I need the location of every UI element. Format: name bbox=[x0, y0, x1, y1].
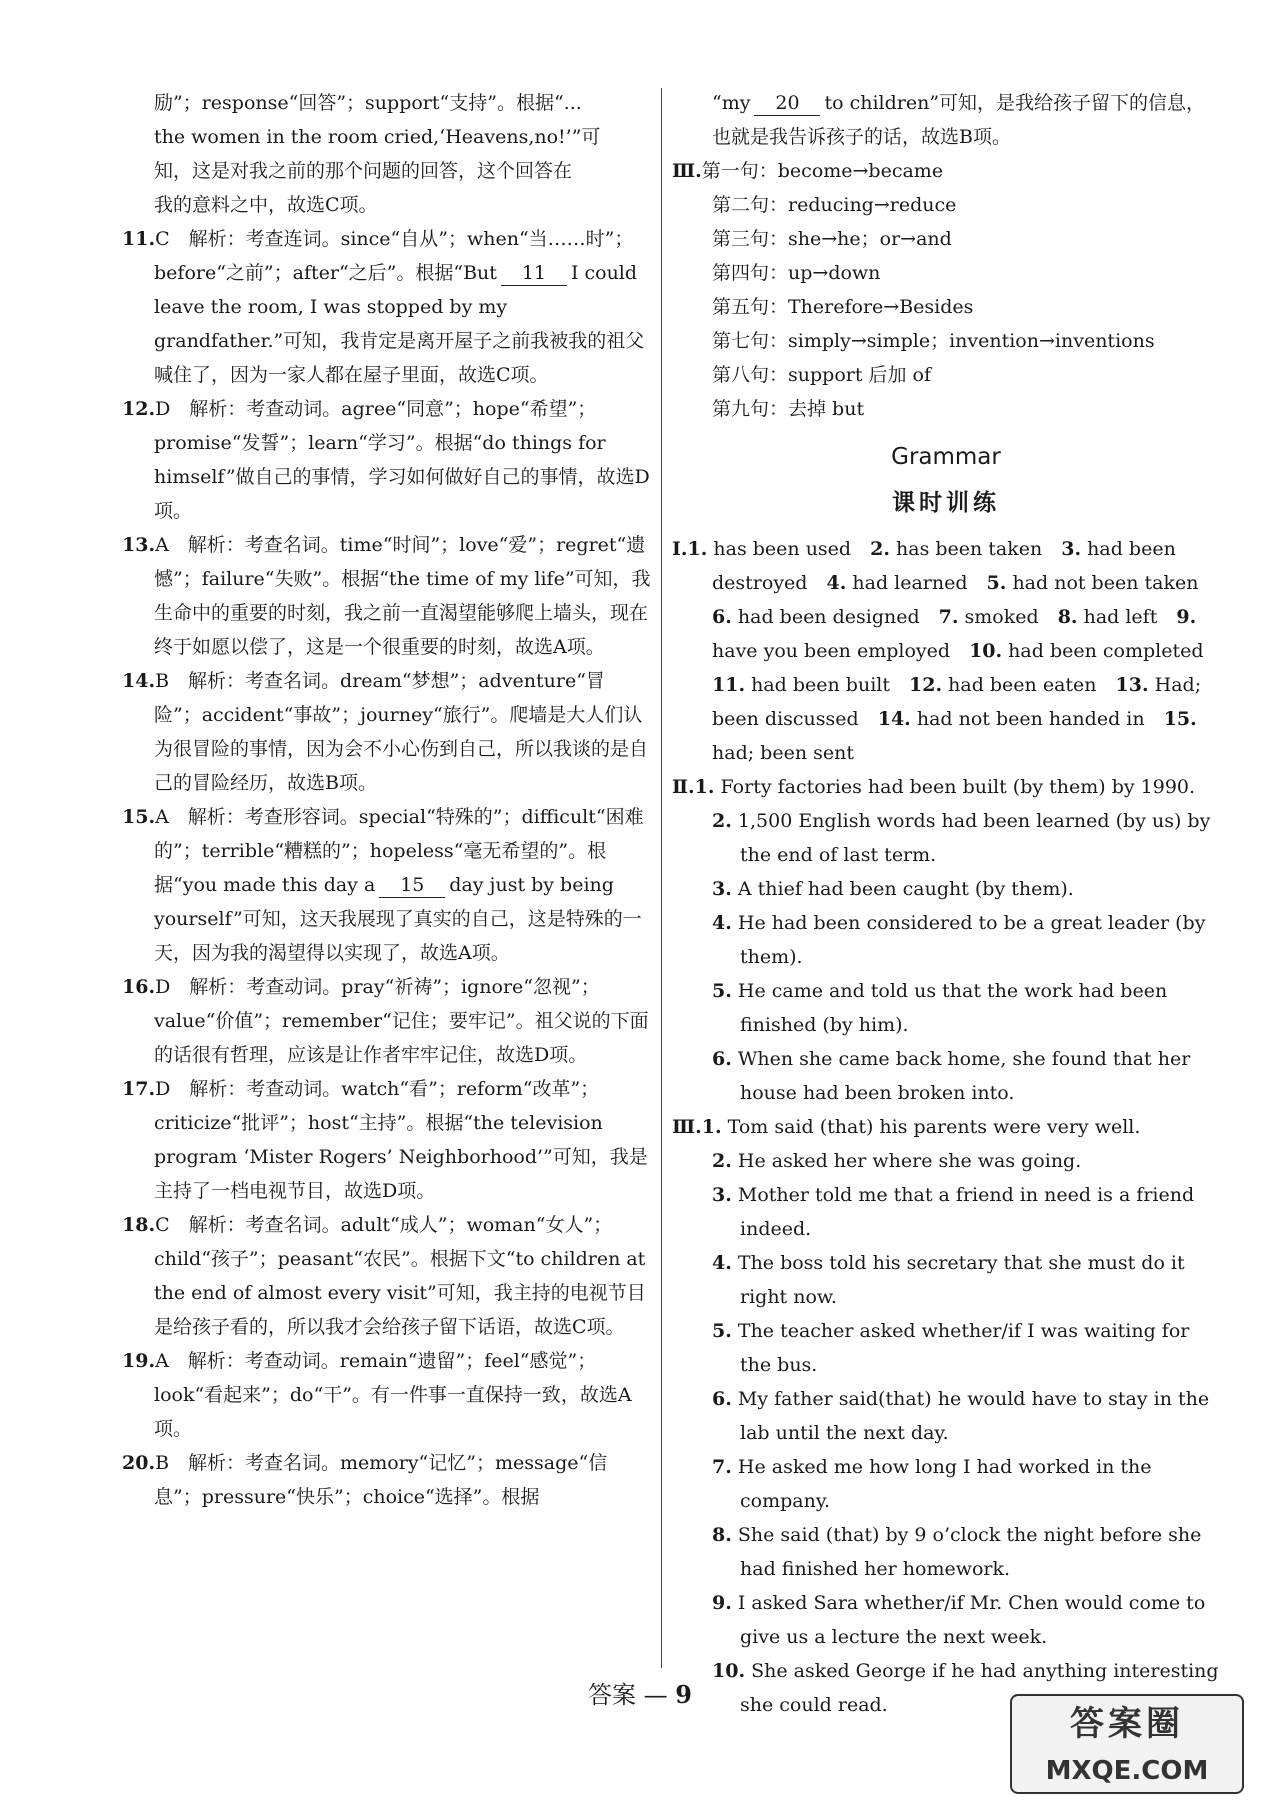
reported-speech-answer: 2. He asked her where she was going. bbox=[712, 1150, 1082, 1172]
section-label: Ⅲ. bbox=[672, 1116, 702, 1138]
item-number: 19. bbox=[122, 1350, 156, 1372]
correction-line bbox=[672, 154, 1220, 188]
item-text: B 解析：考查名词。memory“记忆”；message“信息”；pressure“快乐”；choice“选择”。根据 bbox=[154, 1452, 608, 1508]
fill-answer: 4. had learned bbox=[826, 572, 968, 594]
item-text: “my bbox=[712, 92, 751, 114]
item-number: 17. bbox=[122, 1078, 156, 1100]
item-number: 11. bbox=[122, 228, 156, 250]
item-number: 18. bbox=[122, 1214, 156, 1236]
grammar-section-3 bbox=[672, 1110, 1220, 1722]
item-text: day just by being yourself”可知，这天我展现了真实的自己，这是特殊的一天，因为我的渴望得以实现了，故选A项。 bbox=[154, 874, 642, 964]
rewrite-answer: Ⅱ.1. Forty factories had been built (by them) by 1990. bbox=[672, 776, 1196, 798]
answer-16 bbox=[122, 970, 652, 1072]
item-text: C 解析：考查名词。adult“成人”；woman“女人”；child“孩子”；peasant“农民”。根据下文“to children at the end of almost every visit”可知，我主持的电视节目是给孩子看的，所以我才会给孩子留下话语，故选C项。 bbox=[154, 1214, 646, 1338]
answer-17 bbox=[122, 1072, 652, 1208]
section-label: Ⅰ. bbox=[672, 538, 688, 560]
correction-line: 第五句：Therefore→Besides bbox=[712, 296, 974, 318]
text-line: 知，这是对我之前的那个问题的回答，这个回答在 bbox=[154, 160, 573, 182]
fill-answer: 5. had not been taken bbox=[986, 572, 1199, 594]
correction-text: 第一句：become→became bbox=[701, 160, 944, 182]
reported-speech-answer: 3. Mother told me that a friend in need is a friend indeed. bbox=[712, 1184, 1195, 1240]
reported-speech-answer: 10. She asked George if he had anything interesting she could read. bbox=[712, 1660, 1219, 1716]
fill-answer: 9. have you been employed bbox=[712, 606, 1197, 662]
reported-speech-answer: 4. The boss told his secretary that she must do it right now. bbox=[712, 1252, 1185, 1308]
lesson-heading: 课时训练 bbox=[892, 490, 1000, 516]
item-text: A 解析：考查动词。remain“遗留”；feel“感觉”；look“看起来”；do“干”。有一件事一直保持一致，故选A项。 bbox=[154, 1350, 632, 1440]
item-text: to children”可知，是我给孩子留下的信息，也就是我告诉孩子的话，故选B项。 bbox=[712, 92, 1206, 148]
reported-speech-answer: 6. My father said(that) he would have to stay in the lab until the next day. bbox=[712, 1388, 1210, 1444]
reported-speech-answer: Ⅲ.1. Tom said (that) his parents were very well. bbox=[672, 1116, 1141, 1138]
answer-13 bbox=[122, 528, 652, 664]
rewrite-answer: 3. A thief had been caught (by them). bbox=[712, 878, 1074, 900]
reported-speech-answer: 8. She said (that) by 9 o’clock the night before she had finished her homework. bbox=[712, 1524, 1202, 1580]
answer-12 bbox=[122, 392, 652, 528]
reported-speech-answer: 7. He asked me how long I had worked in the company. bbox=[712, 1456, 1152, 1512]
item-text: D 解析：考查动词。agree“同意”；hope“希望”；promise“发誓”；learn“学习”。根据“do things for himself”做自己的事情，学习如何做好自己的事情，故选D项。 bbox=[154, 398, 650, 522]
blank-number: 15 bbox=[379, 873, 445, 898]
fill-answer: 6. had been designed bbox=[712, 606, 920, 628]
answer-15 bbox=[122, 800, 652, 970]
grammar-section-1 bbox=[672, 532, 1220, 770]
item-number: 16. bbox=[122, 976, 156, 998]
fill-answer: 13. Had; been discussed bbox=[712, 674, 1202, 730]
correction-line: 第八句：support 后加 of bbox=[712, 364, 932, 386]
answer-18 bbox=[122, 1208, 652, 1344]
item-number: 13. bbox=[122, 534, 156, 556]
watermark-text: 答案圈 bbox=[1070, 1704, 1184, 1744]
fill-answer: 8. had left bbox=[1057, 606, 1158, 628]
fill-answer: 12. had been eaten bbox=[909, 674, 1097, 696]
answer-20-continued bbox=[672, 86, 1220, 154]
section-label: Ⅱ. bbox=[672, 776, 695, 798]
answer-19 bbox=[122, 1344, 652, 1446]
left-column bbox=[122, 86, 652, 1514]
right-column bbox=[672, 86, 1220, 1722]
grammar-section-2 bbox=[672, 770, 1220, 1110]
answer-14 bbox=[122, 664, 652, 800]
fill-answer: 3. had been destroyed bbox=[712, 538, 1176, 594]
text-line: 励”；response“回答”；support“支持”。根据“... bbox=[154, 92, 582, 114]
fill-answer: 10. had been completed bbox=[969, 640, 1204, 662]
correction-line: 第三句：she→he；or→and bbox=[712, 228, 952, 250]
rewrite-answer: 5. He came and told us that the work had been finished (by him). bbox=[712, 980, 1168, 1036]
item-number: 12. bbox=[122, 398, 156, 420]
item-text: A 解析：考查形容词。special“特殊的”；difficult“困难的”；terrible“糟糕的”；hopeless“毫无希望的”。根据“you made this day a bbox=[154, 806, 644, 896]
correction-line: 第九句：去掉 but bbox=[712, 398, 865, 420]
item-number: 15. bbox=[122, 806, 156, 828]
fill-answer: 2. has been taken bbox=[870, 538, 1043, 560]
item-number: 14. bbox=[122, 670, 156, 692]
rewrite-answer: 2. 1,500 English words had been learned (by us) by the end of last term. bbox=[712, 810, 1211, 866]
page-number: 9 bbox=[675, 1680, 692, 1709]
rewrite-answer: 6. When she came back home, she found that her house had been broken into. bbox=[712, 1048, 1191, 1104]
fill-answer: 7. smoked bbox=[938, 606, 1039, 628]
answer-11 bbox=[122, 222, 652, 392]
text-line: the women in the room cried,‘Heavens,no!’”可 bbox=[154, 126, 601, 148]
section-label: Ⅲ. bbox=[672, 160, 702, 182]
item-text: I could leave the room, I was stopped by my grandfather.”可知，我肯定是离开屋子之前我被我的祖父喊住了，因为一家人都在屋子里面，故选C项。 bbox=[154, 262, 645, 386]
fill-answer: 14. had not been handed in bbox=[877, 708, 1145, 730]
column-divider bbox=[661, 88, 662, 1668]
watermark-logo bbox=[1010, 1694, 1244, 1794]
item-text: A 解析：考查名词。time“时间”；love“爱”；regret“遗憾”；failure“失败”。根据“the time of my life”可知，我生命中的重要的时刻，我之前一直渴望能够爬上墙头，现在终于如愿以偿了，这是一个很重要的时刻，故选A项。 bbox=[154, 534, 651, 658]
correction-line: 第四句：up→down bbox=[712, 262, 881, 284]
blank-number: 11 bbox=[501, 261, 567, 286]
item-text: D 解析：考查动词。watch“看”；reform“改革”；criticize“批评”；host“主持”。根据“the television program ‘Mister Rogers’ Neighborhood’”可知，我是主持了一档电视节目，故选D项。 bbox=[154, 1078, 648, 1202]
item-number: 20. bbox=[122, 1452, 156, 1474]
footer-label: 答案 — bbox=[588, 1681, 668, 1709]
reported-speech-answer: 5. The teacher asked whether/if I was waiting for the bus. bbox=[712, 1320, 1190, 1376]
correction-line: 第七句：simply→simple；invention→inventions bbox=[712, 330, 1155, 352]
grammar-heading: Grammar bbox=[891, 444, 1001, 470]
blank-number: 20 bbox=[754, 91, 820, 116]
rewrite-answer: 4. He had been considered to be a great leader (by them). bbox=[712, 912, 1206, 968]
correction-line: 第二句：reducing→reduce bbox=[712, 194, 957, 216]
item-text: C 解析：考查连词。since“自从”；when“当……时”；before“之前”；after“之后”。根据“But bbox=[154, 228, 634, 284]
text-line: 我的意料之中，故选C项。 bbox=[154, 194, 378, 216]
fill-answer: 1. has been used bbox=[687, 538, 852, 560]
reported-speech-answer: 9. I asked Sara whether/if Mr. Chen would come to give us a lecture the next week. bbox=[712, 1592, 1206, 1648]
answer-20 bbox=[122, 1446, 652, 1514]
answer-10-continued bbox=[122, 86, 652, 222]
corrections-section bbox=[672, 154, 1220, 426]
fill-answer: 15. had; been sent bbox=[712, 708, 1197, 764]
item-text: D 解析：考查动词。pray“祈祷”；ignore“忽视”；value“价值”；remember“记住；要牢记”。祖父说的下面的话很有哲理，应该是让作者牢牢记住，故选D项。 bbox=[154, 976, 649, 1066]
fill-answer: 11. had been built bbox=[712, 674, 890, 696]
watermark-url: MXQE.COM bbox=[1045, 1756, 1209, 1786]
item-text: B 解析：考查名词。dream“梦想”；adventure“冒险”；accident“事故”；journey“旅行”。爬墙是大人们认为很冒险的事情，因为会不小心伤到自己，所以我谈的是自己的冒险经历，故选B项。 bbox=[154, 670, 649, 794]
